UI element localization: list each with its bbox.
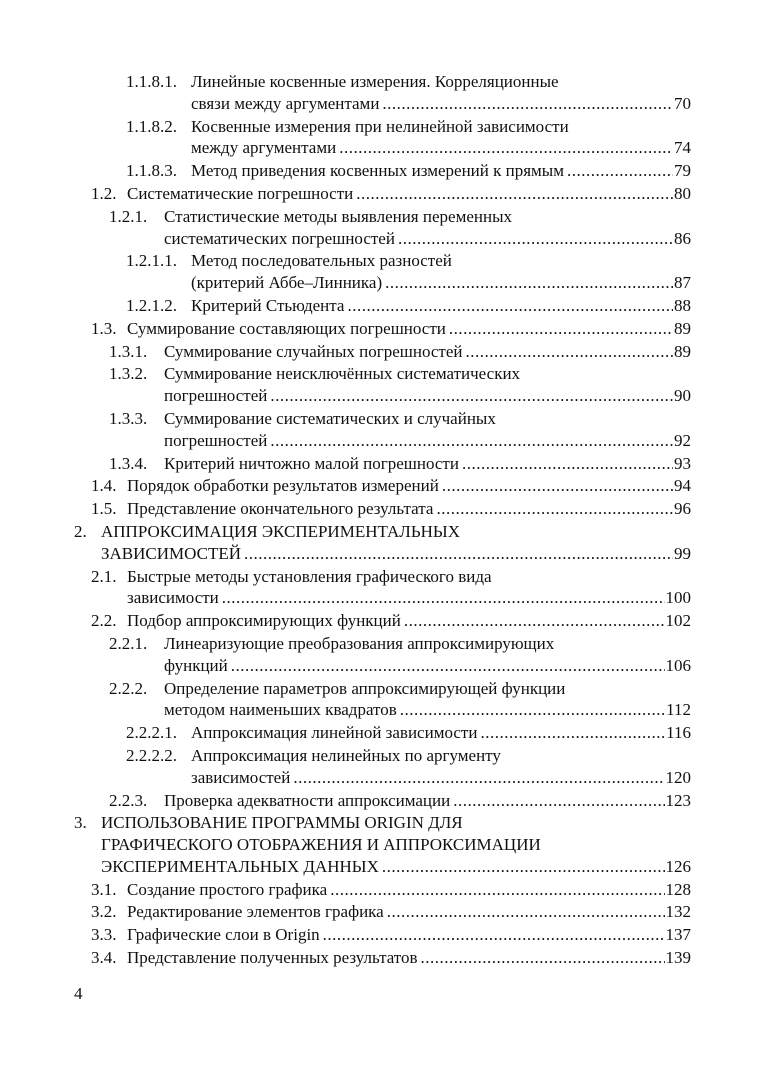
- toc-entry-title: Графические слои в Origin: [127, 925, 320, 945]
- toc-entry: [0, 206, 763, 250]
- toc-page-number: 102: [665, 611, 691, 631]
- toc-page-number: 137: [665, 925, 691, 945]
- dot-leader: [449, 318, 673, 340]
- toc-page-number: 123: [665, 790, 691, 810]
- toc-entry-number: 2.1.: [91, 566, 117, 586]
- toc-line: [0, 363, 763, 385]
- toc-line: [0, 790, 763, 812]
- toc-entry-number: 2.2.: [91, 611, 117, 631]
- toc-entry: [0, 475, 763, 497]
- toc-line: [0, 475, 763, 497]
- toc-page-number: 89: [674, 318, 691, 338]
- toc-entry-title: Создание простого графика: [127, 879, 328, 899]
- toc-entry-number: 3.4.: [91, 948, 117, 968]
- toc-entry: [0, 610, 763, 632]
- toc-entry-title: ИСПОЛЬЗОВАНИЕ ПРОГРАММЫ ORIGIN ДЛЯ: [101, 813, 463, 833]
- toc-entry-number: 2.2.2.1.: [126, 723, 177, 743]
- dot-leader: [270, 385, 673, 407]
- toc-line: [0, 430, 763, 452]
- toc-entry-number: 1.2.1.2.: [126, 295, 177, 315]
- toc-entry-title: Редактирование элементов графика: [127, 902, 384, 922]
- dot-leader: [356, 183, 673, 205]
- toc-line: [0, 745, 763, 767]
- toc-entry-number: 1.4.: [91, 476, 117, 496]
- toc-entry-title: ЗАВИСИМОСТЕЙ: [101, 543, 242, 563]
- toc-page-number: 88: [674, 295, 691, 315]
- toc-line: [0, 498, 763, 520]
- toc-line: [0, 453, 763, 475]
- toc-page-number: 86: [674, 228, 691, 248]
- toc-page-number: 80: [674, 183, 691, 203]
- toc-page-number: 74: [674, 138, 691, 158]
- toc-entry-title: Быстрые методы установления графического вида: [127, 566, 492, 586]
- toc-entry-title: Суммирование неисключённых систематических: [164, 364, 521, 384]
- toc-entry-title: между аргументами: [191, 138, 337, 158]
- toc-line: [0, 633, 763, 655]
- dot-leader: [347, 295, 673, 317]
- toc-entry-number: 2.2.2.: [109, 678, 148, 698]
- toc-entry-title: Порядок обработки результатов измерений: [127, 476, 439, 496]
- toc-entry-number: 3.: [74, 813, 87, 833]
- toc-entry-number: 3.3.: [91, 925, 117, 945]
- toc-page-number: 112: [666, 700, 691, 720]
- toc-entry-title: Подбор аппроксимирующих функций: [127, 611, 401, 631]
- toc-entry-title: Аппроксимация нелинейных по аргументу: [191, 745, 501, 765]
- toc-entry-title: Определение параметров аппроксимирующей функции: [164, 678, 566, 698]
- toc-entry-number: 2.2.1.: [109, 633, 148, 653]
- toc-page-number: 139: [665, 948, 691, 968]
- dot-leader: [382, 93, 673, 115]
- toc-page-number: 92: [674, 430, 691, 450]
- toc-line: [0, 879, 763, 901]
- toc-line: [0, 206, 763, 228]
- dot-leader: [462, 453, 673, 475]
- toc-entry-title: погрешностей: [164, 430, 268, 450]
- dot-leader: [400, 699, 665, 721]
- dot-leader: [231, 655, 665, 677]
- toc-entry-number: 1.3.1.: [109, 341, 148, 361]
- toc-page-number: 106: [665, 655, 691, 675]
- dot-leader: [453, 790, 664, 812]
- toc-line: [0, 295, 763, 317]
- toc-entry: [0, 947, 763, 969]
- toc-page-number: 96: [674, 499, 691, 519]
- dot-leader: [330, 879, 664, 901]
- toc-entry-title: Линеаризующие преобразования аппроксимирующих: [164, 633, 555, 653]
- dot-leader: [465, 341, 673, 363]
- toc-entry-title: Представление полученных результатов: [127, 948, 418, 968]
- toc-page-number: 99: [674, 543, 691, 563]
- toc-entry: [0, 160, 763, 182]
- toc-entry-number: 1.3.2.: [109, 364, 148, 384]
- toc-line: [0, 116, 763, 138]
- toc-line: [0, 71, 763, 93]
- toc-entry-number: 1.2.1.: [109, 206, 148, 226]
- toc-line: [0, 183, 763, 205]
- toc-entry-title: (критерий Аббе–Линника): [191, 273, 383, 293]
- toc-line: [0, 566, 763, 588]
- toc-entry-title: зависимостей: [191, 767, 291, 787]
- toc-entry-title: зависимости: [127, 588, 219, 608]
- dot-leader: [323, 924, 665, 946]
- dot-leader: [382, 856, 665, 878]
- dot-leader: [404, 610, 665, 632]
- toc-line: [0, 722, 763, 744]
- toc-entry-title: Критерий Стьюдента: [191, 295, 345, 315]
- toc-entry-number: 1.3.3.: [109, 408, 148, 428]
- toc-entry: [0, 924, 763, 946]
- toc-entry: [0, 678, 763, 722]
- dot-leader: [385, 272, 673, 294]
- toc-page-number: 87: [674, 273, 691, 293]
- dot-leader: [339, 137, 673, 159]
- toc-entry: [0, 633, 763, 677]
- toc-line: [0, 767, 763, 789]
- toc-line: [0, 678, 763, 700]
- toc-page-number: 79: [674, 161, 691, 181]
- dot-leader: [222, 587, 665, 609]
- toc-entry-title: АППРОКСИМАЦИЯ ЭКСПЕРИМЕНТАЛЬНЫХ: [101, 521, 460, 541]
- toc-line: [0, 812, 763, 834]
- toc-page-number: 126: [665, 856, 691, 876]
- toc-line: [0, 341, 763, 363]
- toc-page-number: 132: [665, 902, 691, 922]
- toc-entry: [0, 363, 763, 407]
- toc-entry: [0, 498, 763, 520]
- toc-page-number: 116: [666, 723, 691, 743]
- toc-line: [0, 655, 763, 677]
- toc-line: [0, 834, 763, 856]
- dot-leader: [442, 475, 673, 497]
- toc-line: [0, 160, 763, 182]
- toc-entry-title: функций: [164, 655, 228, 675]
- dot-leader: [480, 722, 665, 744]
- toc-line: [0, 93, 763, 115]
- toc-entry-number: 1.3.4.: [109, 453, 148, 473]
- toc-entry-number: 1.2.1.1.: [126, 251, 177, 271]
- toc-entry-number: 1.1.8.2.: [126, 116, 177, 136]
- page-number: 4: [74, 984, 83, 1003]
- toc-entry: [0, 183, 763, 205]
- toc-line: [0, 272, 763, 294]
- toc-entry-title: Суммирование систематических и случайных: [164, 408, 496, 428]
- toc-line: [0, 318, 763, 340]
- toc-line: [0, 856, 763, 878]
- toc-entry: [0, 566, 763, 610]
- toc-entry: [0, 521, 763, 565]
- dot-leader: [387, 901, 665, 923]
- toc-entry-number: 1.1.8.1.: [126, 72, 177, 91]
- toc-entry: [0, 790, 763, 812]
- toc-entry: [0, 722, 763, 744]
- toc-entry: [0, 453, 763, 475]
- toc-page-number: 70: [674, 93, 691, 113]
- toc-entry-title: Суммирование составляющих погрешности: [127, 318, 446, 338]
- dot-leader: [244, 543, 673, 565]
- toc-line: [0, 543, 763, 565]
- toc-entry-number: 1.3.: [91, 318, 117, 338]
- toc-entry-number: 2.: [74, 521, 87, 541]
- toc-entry: [0, 745, 763, 789]
- toc-entry-title: Косвенные измерения при нелинейной зависимости: [191, 116, 569, 136]
- table-of-contents: [0, 71, 763, 970]
- toc-page-number: 93: [674, 453, 691, 473]
- toc-line: [0, 947, 763, 969]
- toc-entry: [0, 250, 763, 294]
- toc-entry: [0, 901, 763, 923]
- toc-entry: [0, 295, 763, 317]
- toc-entry-title: Линейные косвенные измерения. Корреляционные: [191, 72, 559, 91]
- dot-leader: [567, 160, 673, 182]
- toc-page-number: 100: [665, 588, 691, 608]
- toc-entry-title: систематических погрешностей: [164, 228, 395, 248]
- toc-entry-title: Проверка адекватности аппроксимации: [164, 790, 451, 810]
- toc-line: [0, 610, 763, 632]
- toc-page-number: 120: [665, 767, 691, 787]
- toc-entry-title: связи между аргументами: [191, 93, 380, 113]
- toc-entry-title: погрешностей: [164, 386, 268, 406]
- toc-entry-title: Критерий ничтожно малой погрешности: [164, 453, 459, 473]
- toc-line: [0, 250, 763, 272]
- toc-entry-title: ГРАФИЧЕСКОГО ОТОБРАЖЕНИЯ И АППРОКСИМАЦИИ: [101, 835, 541, 855]
- toc-entry-title: методом наименьших квадратов: [164, 700, 397, 720]
- toc-line: [0, 385, 763, 407]
- toc-line: [0, 699, 763, 721]
- toc-entry-number: 3.1.: [91, 879, 117, 899]
- toc-entry: [0, 341, 763, 363]
- toc-line: [0, 924, 763, 946]
- toc-page-number: 90: [674, 386, 691, 406]
- dot-leader: [398, 228, 673, 250]
- toc-page-number: 89: [674, 341, 691, 361]
- toc-entry: [0, 116, 763, 160]
- toc-page-number: 94: [674, 476, 691, 496]
- toc-entry: [0, 879, 763, 901]
- toc-entry-title: Суммирование случайных погрешностей: [164, 341, 463, 361]
- toc-entry-title: Представление окончательного результата: [127, 499, 434, 519]
- toc-entry-title: Аппроксимация линейной зависимости: [191, 723, 478, 743]
- toc-entry-title: Метод последовательных разностей: [191, 251, 452, 271]
- toc-line: [0, 521, 763, 543]
- dot-leader: [421, 947, 665, 969]
- toc-entry-title: Статистические методы выявления переменных: [164, 206, 512, 226]
- toc-line: [0, 137, 763, 159]
- toc-line: [0, 587, 763, 609]
- toc-entry-title: Метод приведения косвенных измерений к прямым: [191, 161, 564, 181]
- toc-entry-number: 1.2.: [91, 183, 117, 203]
- dot-leader: [270, 430, 673, 452]
- toc-line: [0, 408, 763, 430]
- toc-line: [0, 901, 763, 923]
- toc-entry: [0, 812, 763, 877]
- toc-page-number: 128: [665, 879, 691, 899]
- toc-entry-number: 1.5.: [91, 499, 117, 519]
- toc-entry: [0, 71, 763, 115]
- toc-line: [0, 228, 763, 250]
- toc-entry: [0, 318, 763, 340]
- toc-entry-title: Систематические погрешности: [127, 183, 354, 203]
- toc-entry-number: 2.2.3.: [109, 790, 148, 810]
- toc-entry-number: 3.2.: [91, 902, 117, 922]
- dot-leader: [293, 767, 664, 789]
- dot-leader: [436, 498, 673, 520]
- toc-entry-number: 1.1.8.3.: [126, 161, 177, 181]
- toc-entry-number: 2.2.2.2.: [126, 745, 177, 765]
- toc-entry-title: ЭКСПЕРИМЕНТАЛЬНЫХ ДАННЫХ: [101, 856, 379, 876]
- toc-entry: [0, 408, 763, 452]
